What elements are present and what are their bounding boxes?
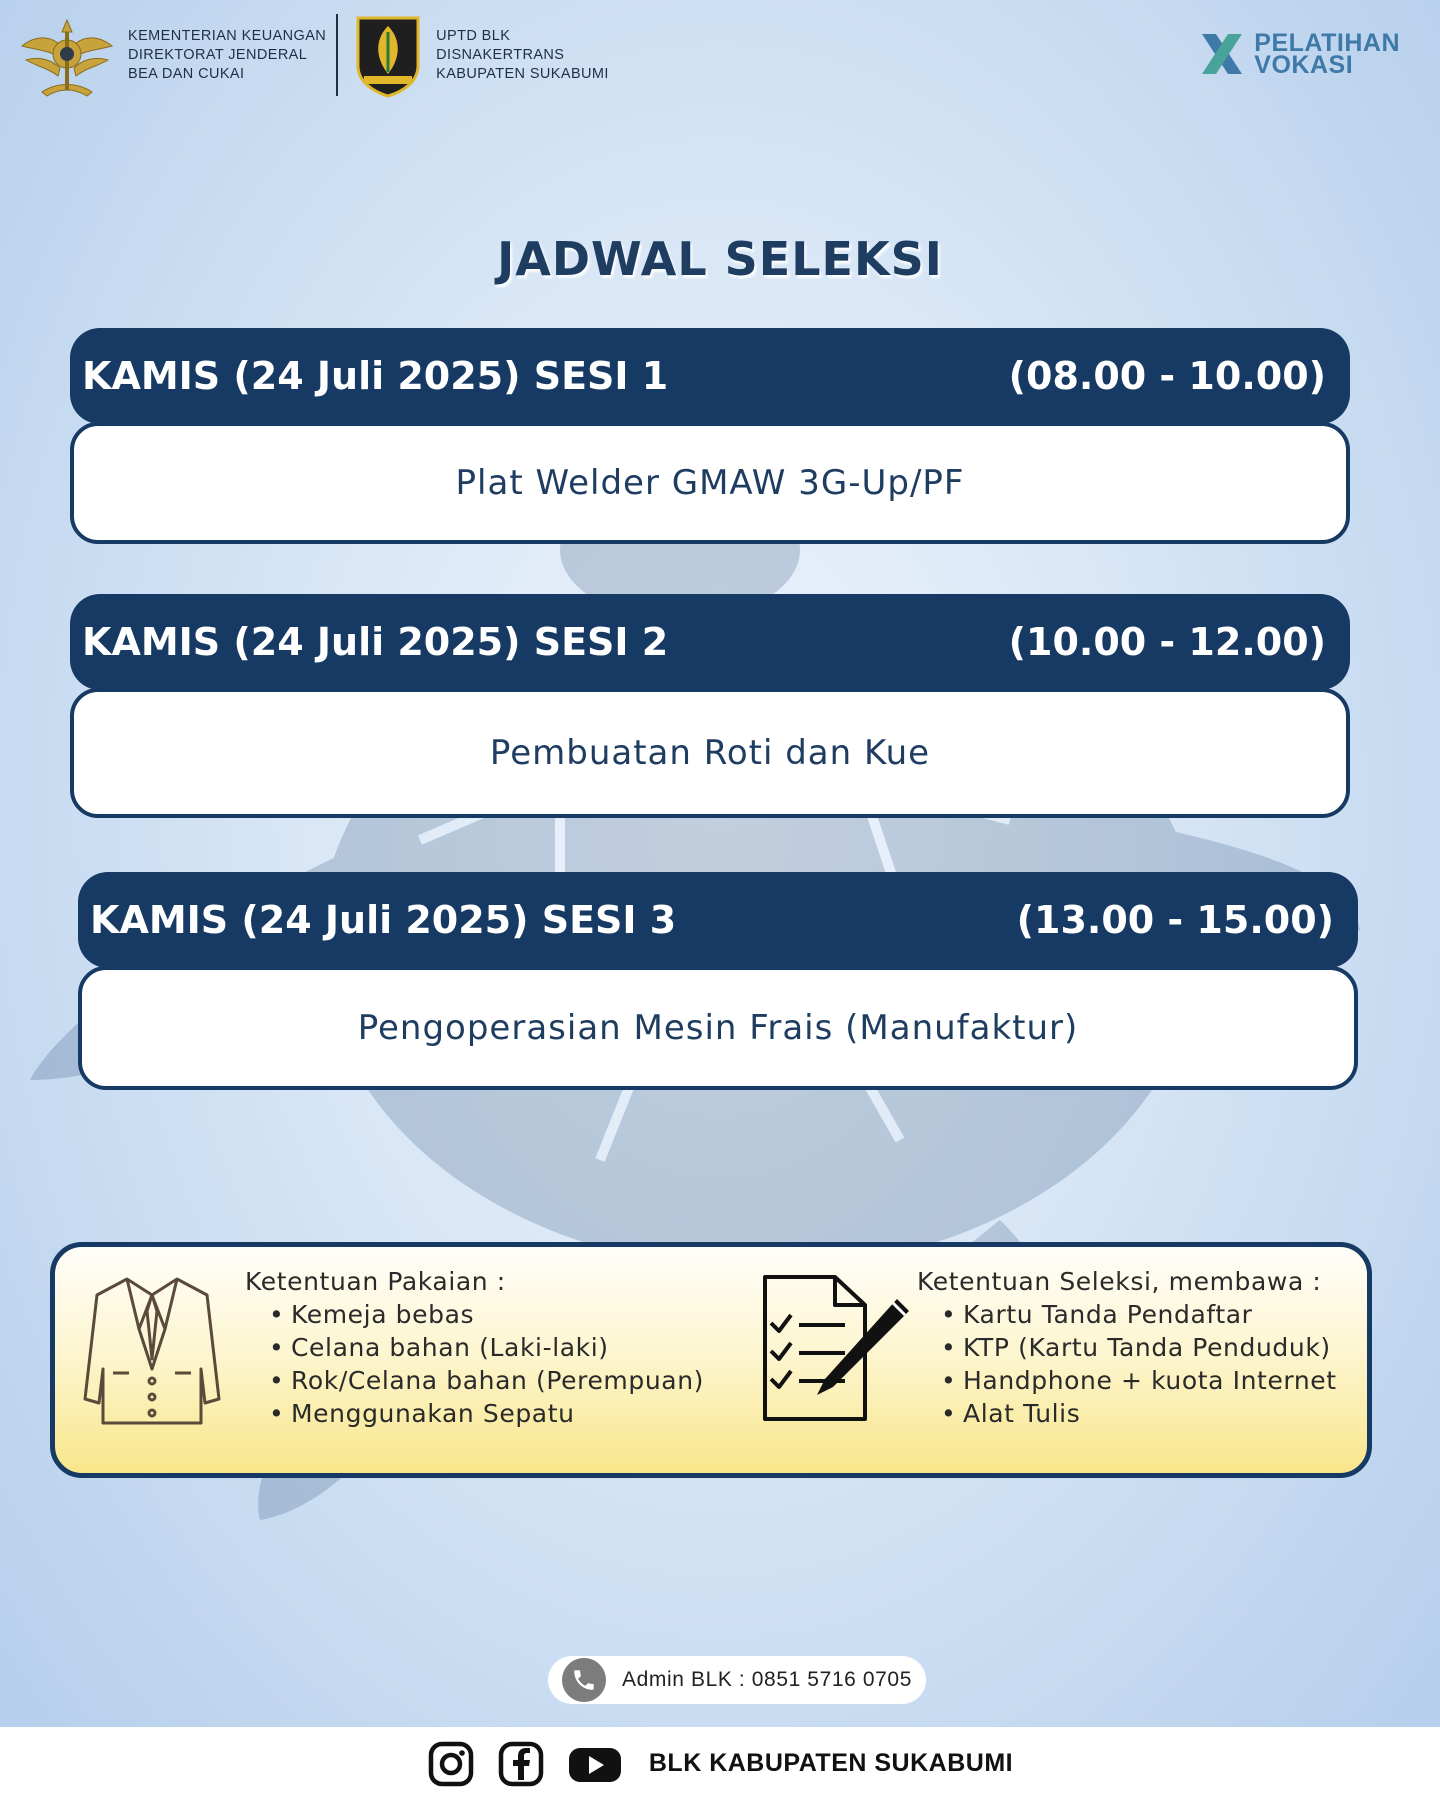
session-time: (10.00 - 12.00)	[1008, 620, 1326, 664]
facebook-icon[interactable]	[497, 1740, 545, 1788]
dress-code-heading: Ketentuan Pakaian :	[245, 1267, 506, 1296]
suit-jacket-icon	[77, 1269, 227, 1429]
vokasi-line-1: PELATIHAN	[1254, 29, 1400, 57]
selection-rules-item: • Kartu Tanda Pendaftar	[939, 1298, 1337, 1331]
admin-contact[interactable]	[548, 1656, 926, 1704]
session-time: (13.00 - 15.00)	[1016, 898, 1334, 942]
header-divider	[336, 14, 338, 96]
session-header	[70, 594, 1350, 690]
admin-contact-text: Admin BLK : 0851 5716 0705	[622, 1668, 912, 1691]
dress-code-item: • Kemeja bebas	[267, 1298, 704, 1331]
checklist-pen-icon	[755, 1271, 915, 1431]
org1-line-3: BEA DAN CUKAI	[128, 65, 245, 82]
session-label: KAMIS (24 Juli 2025) SESI 2	[82, 620, 669, 664]
org1-line-1: KEMENTERIAN KEUANGAN	[128, 27, 327, 44]
youtube-icon[interactable]	[567, 1740, 623, 1788]
footer-account-name: BLK KABUPATEN SUKABUMI	[648, 1749, 1014, 1777]
selection-rules-item: • Alat Tulis	[939, 1397, 1337, 1430]
org2-line-2: DISNAKERTRANS	[436, 46, 565, 63]
session-card-2	[70, 594, 1350, 824]
session-time: (08.00 - 10.00)	[1008, 354, 1326, 398]
selection-rules-heading: Ketentuan Seleksi, membawa :	[917, 1267, 1322, 1296]
session-program: Pembuatan Roti dan Kue	[70, 688, 1350, 818]
requirements-box	[50, 1242, 1372, 1478]
footer	[0, 1727, 1440, 1800]
dress-code-item: • Celana bahan (Laki-laki)	[267, 1331, 704, 1364]
vokasi-x-icon	[1196, 28, 1248, 80]
customs-emblem-icon	[12, 12, 122, 98]
page-title: JADWAL SELEKSI	[497, 232, 943, 286]
session-program: Pengoperasian Mesin Frais (Manufaktur)	[78, 966, 1358, 1090]
selection-rules-item: • Handphone + kuota Internet	[939, 1364, 1337, 1397]
dress-code-item: • Rok/Celana bahan (Perempuan)	[267, 1364, 704, 1397]
session-program: Plat Welder GMAW 3G-Up/PF	[70, 422, 1350, 544]
header	[12, 10, 609, 100]
session-card-3	[78, 872, 1358, 1094]
instagram-icon[interactable]	[427, 1740, 475, 1788]
dress-code-section	[245, 1267, 704, 1430]
customs-logo-group	[12, 12, 326, 98]
org2-line-3: KABUPATEN SUKABUMI	[436, 65, 609, 82]
org2-line-1: UPTD BLK	[436, 27, 511, 44]
dress-code-item: • Menggunakan Sepatu	[267, 1397, 704, 1430]
blk-logo-group	[354, 12, 609, 98]
selection-rules-item: • KTP (Kartu Tanda Penduduk)	[939, 1331, 1337, 1364]
org1-line-2: DIREKTORAT JENDERAL	[128, 46, 308, 63]
session-card-1	[70, 328, 1350, 548]
pelatihan-vokasi-logo	[1196, 28, 1400, 80]
session-label: KAMIS (24 Juli 2025) SESI 3	[90, 898, 677, 942]
session-header	[78, 872, 1358, 968]
vokasi-line-2: VOKASI	[1254, 51, 1354, 79]
session-header	[70, 328, 1350, 424]
sukabumi-crest-icon	[354, 12, 422, 98]
phone-icon	[562, 1658, 606, 1702]
selection-rules-section	[917, 1267, 1337, 1430]
session-label: KAMIS (24 Juli 2025) SESI 1	[82, 354, 669, 398]
